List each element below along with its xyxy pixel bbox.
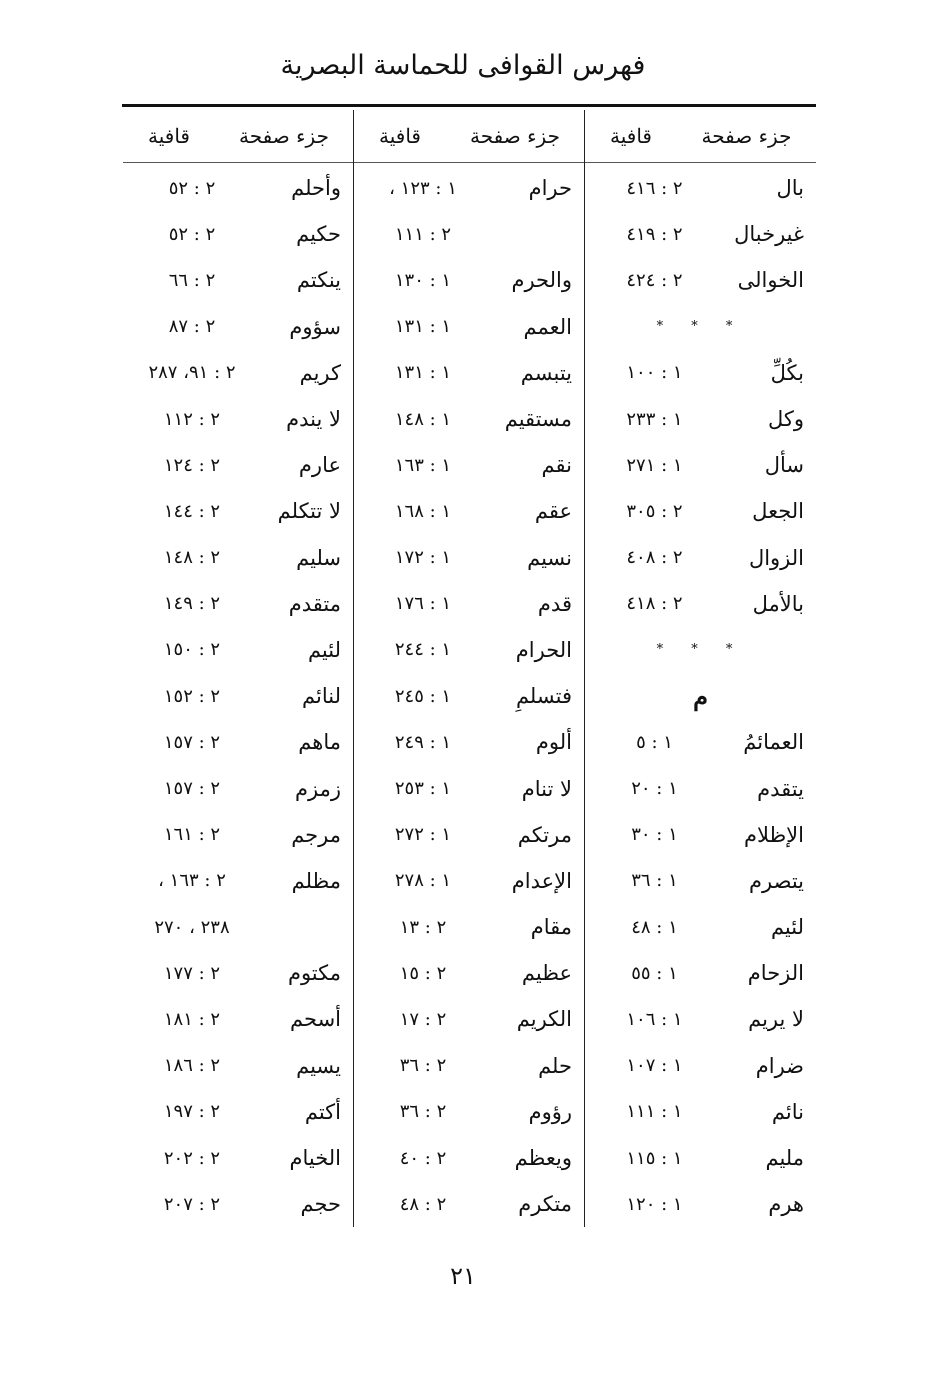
volume-page-ref: ١ : ٥ — [636, 731, 673, 753]
volume-page-ref: ٢ : ١١١ — [394, 223, 452, 245]
index-row — [585, 350, 816, 396]
rhyme-word: عقم — [534, 499, 572, 524]
rhyme-word: يتصرم — [749, 868, 804, 893]
volume-page-ref: ١ : ١٧٦ — [394, 593, 452, 615]
index-row — [123, 719, 353, 765]
section-separator: * * * — [656, 319, 745, 335]
rhyme-word: فتسلمِ — [515, 684, 572, 709]
rhyme-word: يسيم — [296, 1053, 341, 1078]
index-row — [585, 257, 816, 303]
volume-page-ref: ١ : ١١٥ — [626, 1147, 683, 1169]
index-row — [585, 1089, 816, 1135]
index-row — [585, 673, 816, 719]
column-header — [585, 110, 816, 163]
index-row — [123, 1089, 353, 1135]
volume-page-ref: ١ : ١١١ — [626, 1101, 683, 1123]
index-row — [354, 442, 584, 488]
index-row — [585, 627, 816, 673]
rhyme-word: ماهم — [298, 730, 341, 755]
rhyme-word: حجم — [300, 1192, 341, 1217]
index-row — [585, 812, 816, 858]
rhyme-word: وأحلم — [291, 176, 341, 201]
index-row — [354, 304, 584, 350]
index-row — [585, 488, 816, 534]
index-row — [585, 1135, 816, 1181]
index-row — [585, 304, 816, 350]
index-column-1 — [585, 110, 816, 1227]
volume-page-ref: ١ : ١٣١ — [394, 362, 452, 384]
rhyme-word: نائم — [771, 1099, 804, 1124]
volume-page-ref: ٢ : ٤٨ — [399, 1193, 447, 1215]
rhyme-word: لا تتكلم — [277, 499, 341, 524]
volume-page-ref: ٢ : ٤١٦ — [626, 177, 683, 199]
volume-page-ref: ١ : ١٦٨ — [394, 500, 452, 522]
volume-page-ref: ٢ : ٤٠٨ — [626, 547, 683, 569]
index-row — [354, 1135, 584, 1181]
rhyme-word: لا يريم — [748, 1007, 804, 1032]
volume-page-ref: ٢ : ٤٠ — [399, 1147, 447, 1169]
index-row — [585, 396, 816, 442]
index-row — [354, 396, 584, 442]
volume-page-ref: ٢ : ٢٠٢ — [163, 1147, 221, 1169]
rhyme-word: قدم — [537, 591, 572, 616]
index-column-3 — [123, 110, 354, 1227]
rhyme-word: مرجم — [291, 822, 341, 847]
volume-page-ref: ٢ : ١٢٤ — [163, 454, 221, 476]
index-row — [123, 1135, 353, 1181]
index-row — [354, 350, 584, 396]
index-row — [123, 812, 353, 858]
volume-page-ref: ٢ : ٥٢ — [168, 177, 216, 199]
volume-page-ref: ٢ : ١٤٨ — [163, 547, 221, 569]
rhyme-word: حرام — [528, 176, 572, 201]
rhyme-word: والحرم — [511, 268, 572, 293]
rhyme-word: متكرم — [518, 1192, 572, 1217]
index-row — [123, 257, 353, 303]
volume-page-ref: ٢ : ١١٢ — [163, 408, 221, 430]
index-row — [354, 765, 584, 811]
rhyme-word: لا يندم — [286, 407, 341, 432]
rhyme-word: سأل — [764, 453, 804, 478]
rhyme-word: هرم — [768, 1192, 804, 1217]
index-row — [123, 304, 353, 350]
rhyme-word: عارم — [298, 453, 341, 478]
index-row — [123, 211, 353, 257]
rhyme-word: ويعظم — [514, 1146, 572, 1171]
volume-page-ref: ١ : ١٦٣ — [394, 454, 452, 476]
rhyme-word: لئيم — [770, 915, 804, 940]
rhyme-word: سؤوم — [289, 314, 341, 339]
volume-page-ref: ٢ : ٨٧ — [168, 316, 216, 338]
rhyme-word: حكيم — [296, 222, 341, 247]
index-row — [123, 488, 353, 534]
volume-page-ref: ٢ : ١٧ — [399, 1008, 447, 1030]
index-row — [123, 396, 353, 442]
index-row — [354, 1181, 584, 1227]
rhyme-word: الإظلام — [743, 822, 804, 847]
volume-page-ref: ٢ : ١٥ — [399, 962, 447, 984]
index-row — [123, 673, 353, 719]
volume-page-ref: ٢ : ٣٦ — [399, 1101, 447, 1123]
volume-page-ref: ١ : ٢٤٤ — [394, 639, 452, 661]
volume-page-ref: ١ : ٢٠ — [631, 778, 678, 800]
index-row — [123, 627, 353, 673]
volume-page-ref: ٢ : ١٥٧ — [163, 778, 221, 800]
header-volume-page: جزء صفحة — [470, 124, 560, 148]
rhyme-word: نسيم — [527, 545, 572, 570]
rhyme-word: لا تنام — [521, 776, 572, 801]
index-row — [123, 1181, 353, 1227]
volume-page-ref: ١ : ٣٦ — [631, 870, 678, 892]
index-row — [585, 996, 816, 1042]
index-row — [354, 812, 584, 858]
index-row — [354, 165, 584, 211]
volume-page-ref: ٢ : ١٣ — [399, 916, 447, 938]
volume-page-ref: ١ : ٢٧٨ — [394, 870, 452, 892]
volume-page-ref: ٢٣٨ ، ٢٧٠ — [154, 916, 230, 938]
volume-page-ref: ١ : ١٠٠ — [626, 362, 683, 384]
rhyme-word: مظلم — [291, 868, 341, 893]
rhyme-word: الكريم — [516, 1007, 572, 1032]
volume-page-ref: ٢ : ١٩٧ — [163, 1101, 221, 1123]
index-row — [585, 442, 816, 488]
index-row — [585, 765, 816, 811]
rhyme-word: مقام — [530, 915, 572, 940]
rhyme-index-table — [122, 110, 816, 1227]
index-row — [354, 996, 584, 1042]
rhyme-word: أسحم — [290, 1007, 341, 1032]
rhyme-word: نقم — [541, 453, 572, 478]
index-row — [354, 858, 584, 904]
index-row — [354, 673, 584, 719]
volume-page-ref: ٢ : ١٤٤ — [163, 500, 221, 522]
index-row — [123, 950, 353, 996]
header-rhyme: قافية — [610, 124, 652, 148]
volume-page-ref: ٢ : ٤١٨ — [626, 593, 683, 615]
volume-page-ref: ٢ : ١٤٩ — [163, 593, 221, 615]
rhyme-word: غيرخبال — [734, 222, 804, 247]
index-row — [354, 488, 584, 534]
header-volume-page: جزء صفحة — [239, 124, 329, 148]
volume-page-ref: ٢ : ١٥٠ — [163, 639, 221, 661]
index-row — [354, 535, 584, 581]
volume-page-ref: ١ : ٢٧١ — [626, 454, 683, 476]
volume-page-ref: ٢ : ٤٢٤ — [626, 269, 683, 291]
index-row — [585, 1043, 816, 1089]
index-row — [123, 996, 353, 1042]
volume-page-ref: ٢ : ٥٢ — [168, 223, 216, 245]
rhyme-word: لنائم — [302, 684, 341, 709]
volume-page-ref: ١ : ١٣١ — [394, 316, 452, 338]
index-row — [354, 904, 584, 950]
section-letter: م — [693, 681, 708, 711]
rhyme-word: لئيم — [307, 637, 341, 662]
rhyme-word: سليم — [296, 545, 341, 570]
header-rhyme: قافية — [148, 124, 190, 148]
index-row — [354, 257, 584, 303]
volume-page-ref: ٢ : ١٧٧ — [163, 962, 221, 984]
volume-page-ref: ١ : ١٤٨ — [394, 408, 452, 430]
header-rhyme: قافية — [379, 124, 421, 148]
rhyme-word: بالأمل — [752, 591, 804, 616]
rhyme-word: رؤوم — [528, 1099, 572, 1124]
rhyme-word: وكل — [767, 407, 804, 432]
rhyme-word: الجعل — [752, 499, 804, 524]
index-row — [585, 211, 816, 257]
volume-page-ref: ١ : ٢٧٢ — [394, 824, 452, 846]
rhyme-word: ضرام — [755, 1053, 804, 1078]
volume-page-ref: ١ : ١٠٦ — [626, 1008, 683, 1030]
volume-page-ref: ١ : ١٢٠ — [626, 1193, 683, 1215]
index-row — [354, 1043, 584, 1089]
rhyme-word: الخيام — [289, 1146, 341, 1171]
index-row — [354, 581, 584, 627]
volume-page-ref: ٢ : ١٨١ — [163, 1008, 221, 1030]
rhyme-word: أكتم — [304, 1099, 341, 1124]
page-number: ٢١ — [450, 1262, 476, 1290]
rhyme-word: ينكتم — [296, 268, 341, 293]
index-row — [585, 858, 816, 904]
index-row — [354, 627, 584, 673]
title-rule — [122, 104, 816, 107]
index-row — [123, 858, 353, 904]
column-header — [123, 110, 353, 163]
rhyme-word: بكُلِّ — [770, 360, 804, 385]
volume-page-ref: ٢ : ٩١، ٢٨٧ — [148, 362, 236, 384]
index-row — [123, 165, 353, 211]
index-row — [123, 535, 353, 581]
rhyme-word: عظيم — [521, 961, 572, 986]
volume-page-ref: ٢ : ٣٦ — [399, 1055, 447, 1077]
index-row — [585, 581, 816, 627]
volume-page-ref: ٢ : ١٥٧ — [163, 731, 221, 753]
index-row — [585, 719, 816, 765]
volume-page-ref: ١ : ٣٠ — [631, 824, 678, 846]
volume-page-ref: ١ : ٢٥٣ — [394, 778, 452, 800]
index-row — [585, 904, 816, 950]
volume-page-ref: ٢ : ١٦٣ ، — [158, 870, 226, 892]
index-row — [585, 1181, 816, 1227]
column-header — [354, 110, 584, 163]
index-row — [123, 1043, 353, 1089]
index-row — [123, 904, 353, 950]
index-row — [123, 350, 353, 396]
volume-page-ref: ١ : ٥٥ — [631, 962, 678, 984]
rhyme-word: بال — [776, 176, 804, 201]
volume-page-ref: ٢ : ٤١٩ — [626, 223, 683, 245]
index-row — [123, 581, 353, 627]
index-row — [585, 950, 816, 996]
volume-page-ref: ١ : ٤٨ — [631, 916, 678, 938]
volume-page-ref: ٢ : ١٦١ — [163, 824, 221, 846]
rhyme-word: متقدم — [288, 591, 341, 616]
index-row — [354, 719, 584, 765]
rhyme-word: مرتكم — [517, 822, 572, 847]
page-title: فهرس القوافى للحماسة البصرية — [280, 50, 646, 81]
volume-page-ref: ١ : ١٧٢ — [394, 547, 452, 569]
rhyme-word: العمائمُ — [743, 730, 804, 755]
rhyme-word: حلم — [538, 1053, 572, 1078]
rhyme-word: زمزم — [295, 776, 341, 801]
volume-page-ref: ١ : ٢٤٩ — [394, 731, 452, 753]
index-row — [585, 535, 816, 581]
index-row — [354, 950, 584, 996]
volume-page-ref: ١ : ٢٣٣ — [626, 408, 683, 430]
index-row — [585, 165, 816, 211]
index-row — [354, 1089, 584, 1135]
rhyme-word: مليم — [765, 1146, 804, 1171]
index-row — [354, 211, 584, 257]
index-row — [123, 442, 353, 488]
header-volume-page: جزء صفحة — [701, 124, 792, 148]
rhyme-word: يتقدم — [757, 776, 804, 801]
index-column-2 — [354, 110, 585, 1227]
volume-page-ref: ٢ : ١٨٦ — [163, 1055, 221, 1077]
volume-page-ref: ١ : ١٠٧ — [626, 1055, 683, 1077]
volume-page-ref: ٢ : ٣٠٥ — [626, 500, 683, 522]
volume-page-ref: ١ : ٢٤٥ — [394, 685, 452, 707]
rhyme-word: الزوال — [748, 545, 804, 570]
rhyme-word: مستقيم — [504, 407, 572, 432]
volume-page-ref: ١ : ١٢٣ ، — [389, 177, 457, 199]
rhyme-word: الزحام — [747, 961, 804, 986]
section-separator: * * * — [656, 642, 745, 658]
rhyme-word: ألوم — [535, 730, 572, 755]
rhyme-word: العمم — [523, 314, 572, 339]
rhyme-word: كريم — [299, 360, 341, 385]
volume-page-ref: ٢ : ١٥٢ — [163, 685, 221, 707]
index-row — [123, 765, 353, 811]
volume-page-ref: ١ : ١٣٠ — [394, 269, 452, 291]
rhyme-word: الإعدام — [511, 868, 572, 893]
rhyme-word: الحرام — [515, 637, 572, 662]
volume-page-ref: ٢ : ٦٦ — [168, 269, 216, 291]
volume-page-ref: ٢ : ٢٠٧ — [163, 1193, 221, 1215]
rhyme-word: الخوالى — [737, 268, 804, 293]
rhyme-word: مكتوم — [287, 961, 341, 986]
rhyme-word: يتبسم — [520, 360, 572, 385]
